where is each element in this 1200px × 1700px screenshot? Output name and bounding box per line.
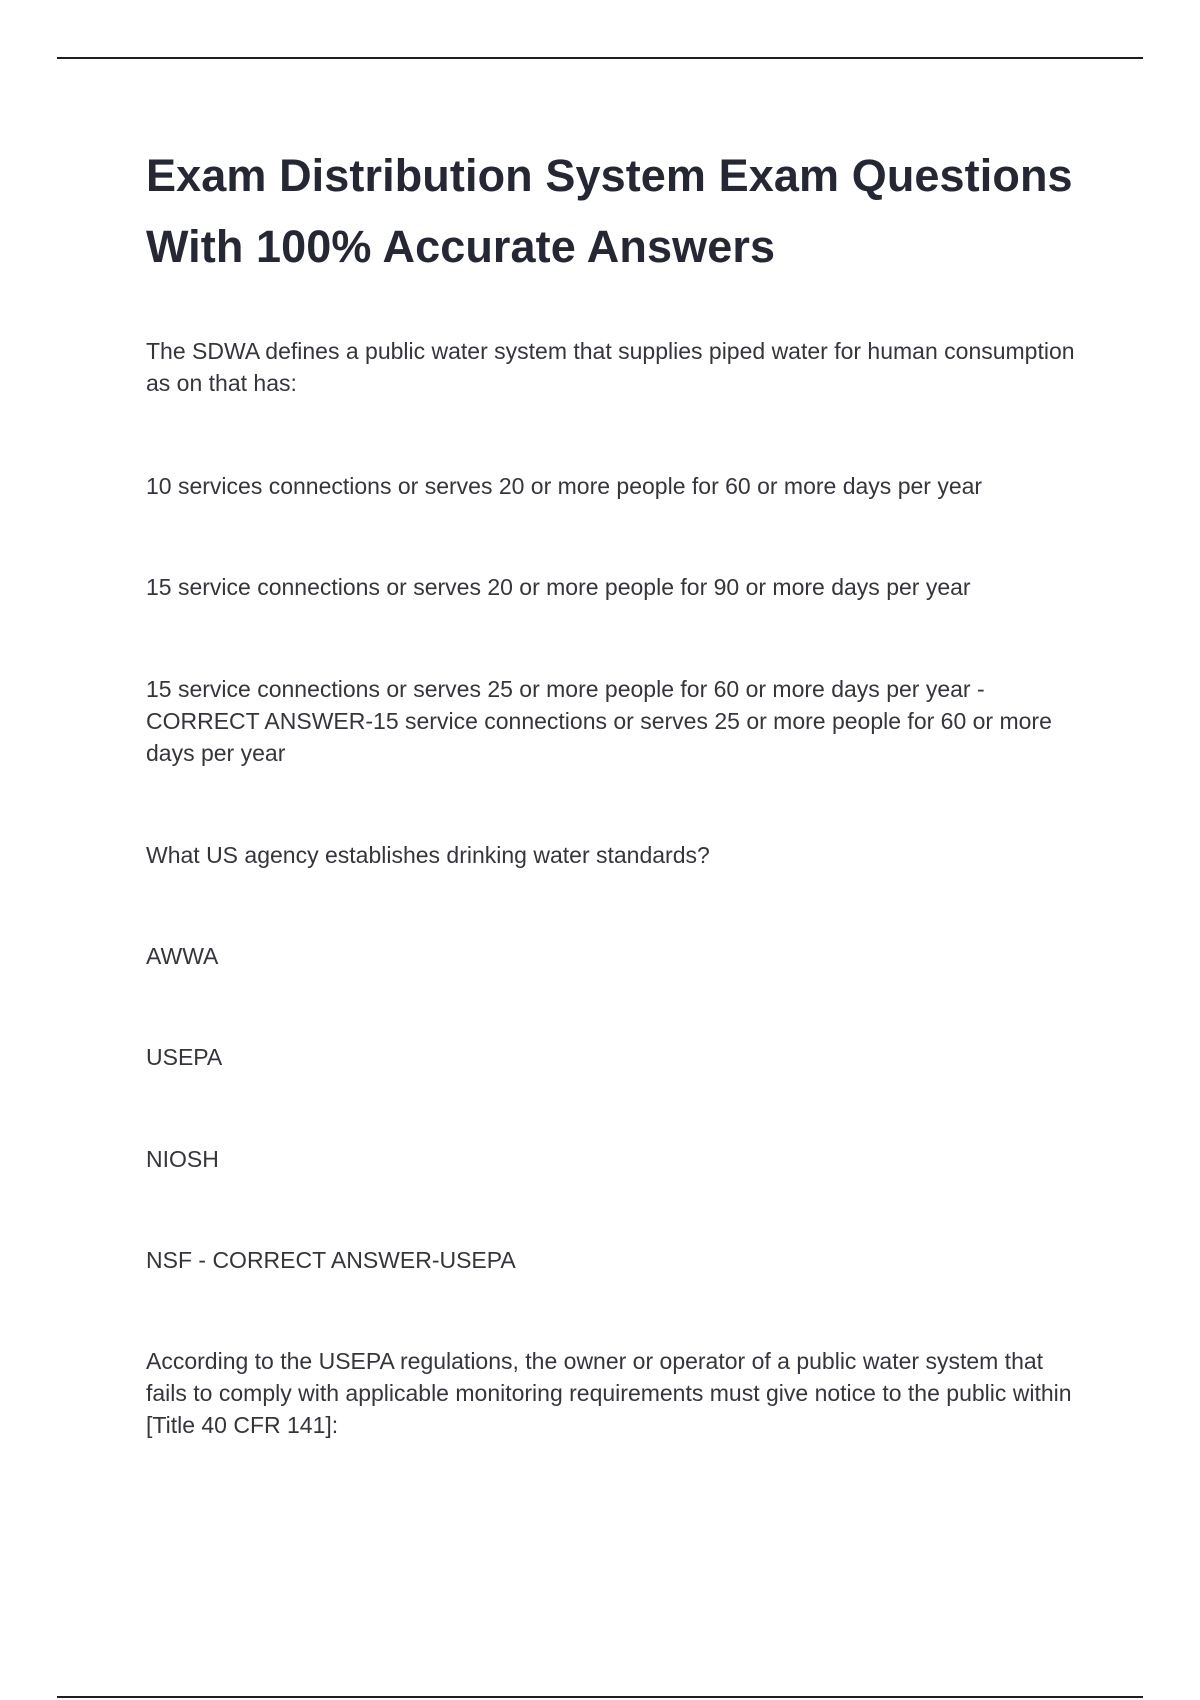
document-title: Exam Distribution System Exam Questions With 100% Accurate Answers xyxy=(146,150,1073,272)
answer-option: 15 service connections or serves 20 or more people for 90 or more days per year xyxy=(146,574,971,600)
header-rule xyxy=(57,57,1143,59)
answer-option: 10 services connections or serves 20 or more people for 60 or more days per year xyxy=(146,473,983,499)
question-text: According to the USEPA regulations, the owner or operator of a public water system that fails to comply with applicable monitoring requirements must give notice to the public within [Title 40 CFR 141]: xyxy=(146,1348,1072,1438)
footer-rule xyxy=(57,1696,1143,1698)
answer-option: USEPA xyxy=(146,1044,223,1070)
question-text: The SDWA defines a public water system that supplies piped water for human consumption as on that has: xyxy=(146,338,1075,396)
document-header xyxy=(146,140,1086,282)
answer-option-with-correct-answer: NSF - CORRECT ANSWER-USEPA xyxy=(146,1247,516,1273)
answer-option: NIOSH xyxy=(146,1146,219,1172)
answer-option: AWWA xyxy=(146,943,219,969)
question-text: What US agency establishes drinking water standards? xyxy=(146,842,710,868)
answer-option-with-correct-answer: 15 service connections or serves 25 or more people for 60 or more days per year - CORRECT ANSWER-15 service connections or serves 25 or more people for 60 or more days per year xyxy=(146,676,1052,766)
